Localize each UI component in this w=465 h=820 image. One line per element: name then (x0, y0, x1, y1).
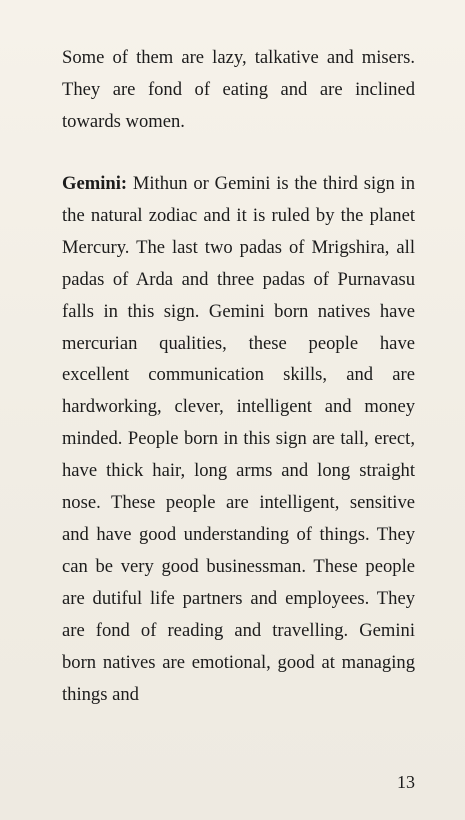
gemini-heading: Gemini: (62, 173, 128, 194)
page-number: 13 (397, 772, 415, 792)
paragraph-intro: Some of them are lazy, talkative and misers. They are fond of eating and are inclined towards women. (62, 47, 415, 132)
gemini-description: Mithun or Gemini is the third sign in the natural zodiac and it is ruled by the planet Mercury. The last two padas of Mrigshira, all padas of Arda and three padas of Purnavasu falls in this sign. Gemini born natives have mercurian qualities, these people have excellent communication skills, and are hardworking, clever, intelligent and money minded. People born in this sign are tall, erect, have thick hair, long arms and long straight nose. These people are intelligent, sensitive and have good understanding of things. They can be very good businessman. These people are dutiful life partners and employees. They are fond of reading and travelling. Gemini born natives are emotional, good at managing things and (62, 173, 415, 705)
paragraph-gemini (62, 168, 415, 710)
